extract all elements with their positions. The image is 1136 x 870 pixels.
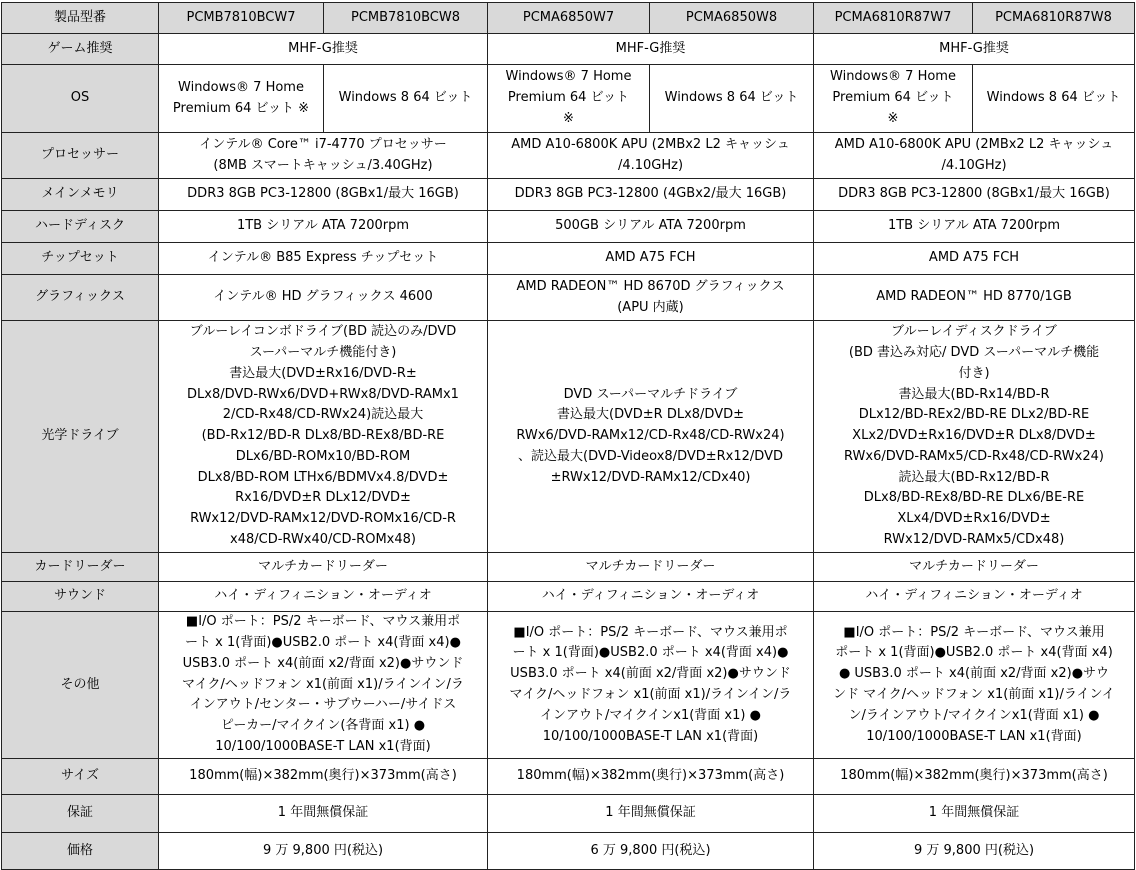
row-processor [2,133,1135,179]
row-size [2,759,1135,795]
chipset-value: インテル® B85 Express チップセット [159,243,488,275]
header-processor: プロセッサー [2,133,159,179]
header-game: ゲーム推奨 [2,34,159,65]
os-value: Windows® 7 Home Premium 64 ビット ※ [814,65,973,133]
processor-value: AMD A10-6800K APU (2MBx2 L2 キャッシュ /4.10GHz) [814,133,1135,179]
header-other: その他 [2,612,159,759]
row-memory [2,179,1135,211]
model-name: PCMA6850W8 [650,3,814,34]
warranty-value: 1 年間無償保証 [814,795,1135,833]
header-sound: サウンド [2,582,159,612]
row-model [2,3,1135,34]
processor-value: AMD A10-6800K APU (2MBx2 L2 キャッシュ /4.10GHz) [488,133,814,179]
chipset-value: AMD A75 FCH [814,243,1135,275]
memory-value: DDR3 8GB PC3-12800 (8GBx1/最大 16GB) [159,179,488,211]
header-os: OS [2,65,159,133]
other-value: ■I/O ポート：PS/2 キーボード、マウス兼用 ポート x 1(背面)●USB2.0 ポート x4(背面 x4) ● USB3.0 ポート x4(前面 x2/背面 x2)●サウ ンド マイク/ヘッドフォン x1(前面 x1)/ラインイ ン/ラインアウト/マイクインx1(背面 x1) ● 10/100/1000BASE-T LAN x1(背面) [814,612,1135,759]
warranty-value: 1 年間無償保証 [488,795,814,833]
optical-value: ブルーレイディスクドライブ (BD 書込み対応/ DVD スーパーマルチ機能 付き) 書込最大(BD-Rx14/BD-R DLx12/BD-REx2/BD-RE DLx2/BD-RE XLx2/DVD±Rx16/DVD±R DLx8/DVD± RWx6/DVD-RAMx5/CD-Rx48/CD-RWx24) 読込最大(BD-Rx12/BD-R DLx8/BD-REx8/BD-RE DLx6/BE-RE XLx4/DVD±Rx16/DVD± RWx12/DVD-RAMx5/CDx48) [814,321,1135,553]
memory-value: DDR3 8GB PC3-12800 (8GBx1/最大 16GB) [814,179,1135,211]
header-model: 製品型番 [2,3,159,34]
card-reader-value: マルチカードリーダー [814,553,1135,582]
other-value: ■I/O ポート：PS/2 キーボード、マウス兼用ポ ート x 1(背面)●USB2.0 ポート x4(背面 x4)● USB3.0 ポート x4(前面 x2/背面 x2)●サウンド マイク/ヘッドフォン x1(前面 x1)/ラインイン/ラ インアウト/マイクインx1(背面 x1) ● 10/100/1000BASE-T LAN x1(背面) [488,612,814,759]
size-value: 180mm(幅)×382mm(奥行)×373mm(高さ) [814,759,1135,795]
other-value: ■I/O ポート：PS/2 キーボード、マウス兼用ポ ート x 1(背面)●USB2.0 ポート x4(背面 x4)● USB3.0 ポート x4(前面 x2/背面 x2)●サウンド マイク/ヘッドフォン x1(前面 x1)/ラインイン/ラ インアウト/センター・サブウーハー/サイドス ピーカー/マイクイン(各背面 x1) ● 10/100/1000BASE-T LAN x1(背面) [159,612,488,759]
model-name: PCMA6850W7 [488,3,650,34]
graphics-value: AMD RADEON™ HD 8770/1GB [814,275,1135,321]
chipset-value: AMD A75 FCH [488,243,814,275]
processor-value: インテル® Core™ i7-4770 プロセッサー (8MB スマートキャッシュ/3.40GHz) [159,133,488,179]
hdd-value: 500GB シリアル ATA 7200rpm [488,211,814,243]
row-optical [2,321,1135,553]
optical-value: DVD スーパーマルチドライブ 書込最大(DVD±R DLx8/DVD± RWx6/DVD-RAMx12/CD-Rx48/CD-RWx24) 、読込最大(DVD-Videox8/DVD±Rx12/DVD ±RWx12/DVD-RAMx12/CDx40) [488,321,814,553]
header-chipset: チップセット [2,243,159,275]
row-chipset [2,243,1135,275]
optical-value: ブルーレイコンボドライブ(BD 読込のみ/DVD スーパーマルチ機能付き) 書込最大(DVD±Rx16/DVD-R± DLx8/DVD-RWx6/DVD+RWx8/DVD-RAMx1 2/CD-Rx48/CD-RWx24)読込最大 (BD-Rx12/BD-R DLx8/BD-REx8/BD-RE DLx6/BD-ROMx10/BD-ROM DLx8/BD-ROM LTHx6/BDMVx4.8/DVD± Rx16/DVD±R DLx12/DVD± RWx12/DVD-RAMx12/DVD-ROMx16/CD-R x48/CD-RWx40/CD-ROMx48) [159,321,488,553]
sound-value: ハイ・ディフィニション・オーディオ [814,582,1135,612]
size-value: 180mm(幅)×382mm(奥行)×373mm(高さ) [488,759,814,795]
sound-value: ハイ・ディフィニション・オーディオ [159,582,488,612]
os-value: Windows 8 64 ビット [973,65,1135,133]
row-sound [2,582,1135,612]
memory-value: DDR3 8GB PC3-12800 (4GBx2/最大 16GB) [488,179,814,211]
hdd-value: 1TB シリアル ATA 7200rpm [159,211,488,243]
header-memory: メインメモリ [2,179,159,211]
game-value: MHF-G推奨 [488,34,814,65]
os-value: Windows 8 64 ビット [650,65,814,133]
graphics-value: インテル® HD グラフィックス 4600 [159,275,488,321]
price-value: 9 万 9,800 円(税込) [159,833,488,870]
spec-table [1,2,1135,870]
header-optical: 光学ドライブ [2,321,159,553]
model-name: PCMB7810BCW7 [159,3,324,34]
row-graphics [2,275,1135,321]
game-value: MHF-G推奨 [159,34,488,65]
header-price: 価格 [2,833,159,870]
warranty-value: 1 年間無償保証 [159,795,488,833]
price-value: 9 万 9,800 円(税込) [814,833,1135,870]
header-graphics: グラフィックス [2,275,159,321]
row-hdd [2,211,1135,243]
size-value: 180mm(幅)×382mm(奥行)×373mm(高さ) [159,759,488,795]
header-card-reader: カードリーダー [2,553,159,582]
price-value: 6 万 9,800 円(税込) [488,833,814,870]
graphics-value: AMD RADEON™ HD 8670D グラフィックス (APU 内蔵) [488,275,814,321]
card-reader-value: マルチカードリーダー [488,553,814,582]
model-name: PCMA6810R87W8 [973,3,1135,34]
row-os [2,65,1135,133]
os-value: Windows® 7 Home Premium 64 ビット ※ [159,65,324,133]
header-warranty: 保証 [2,795,159,833]
header-hdd: ハードディスク [2,211,159,243]
card-reader-value: マルチカードリーダー [159,553,488,582]
header-size: サイズ [2,759,159,795]
model-name: PCMB7810BCW8 [324,3,488,34]
model-name: PCMA6810R87W7 [814,3,973,34]
os-value: Windows® 7 Home Premium 64 ビット ※ [488,65,650,133]
row-other [2,612,1135,759]
game-value: MHF-G推奨 [814,34,1135,65]
row-card-reader [2,553,1135,582]
hdd-value: 1TB シリアル ATA 7200rpm [814,211,1135,243]
row-warranty [2,795,1135,833]
row-game [2,34,1135,65]
sound-value: ハイ・ディフィニション・オーディオ [488,582,814,612]
os-value: Windows 8 64 ビット [324,65,488,133]
row-price [2,833,1135,870]
